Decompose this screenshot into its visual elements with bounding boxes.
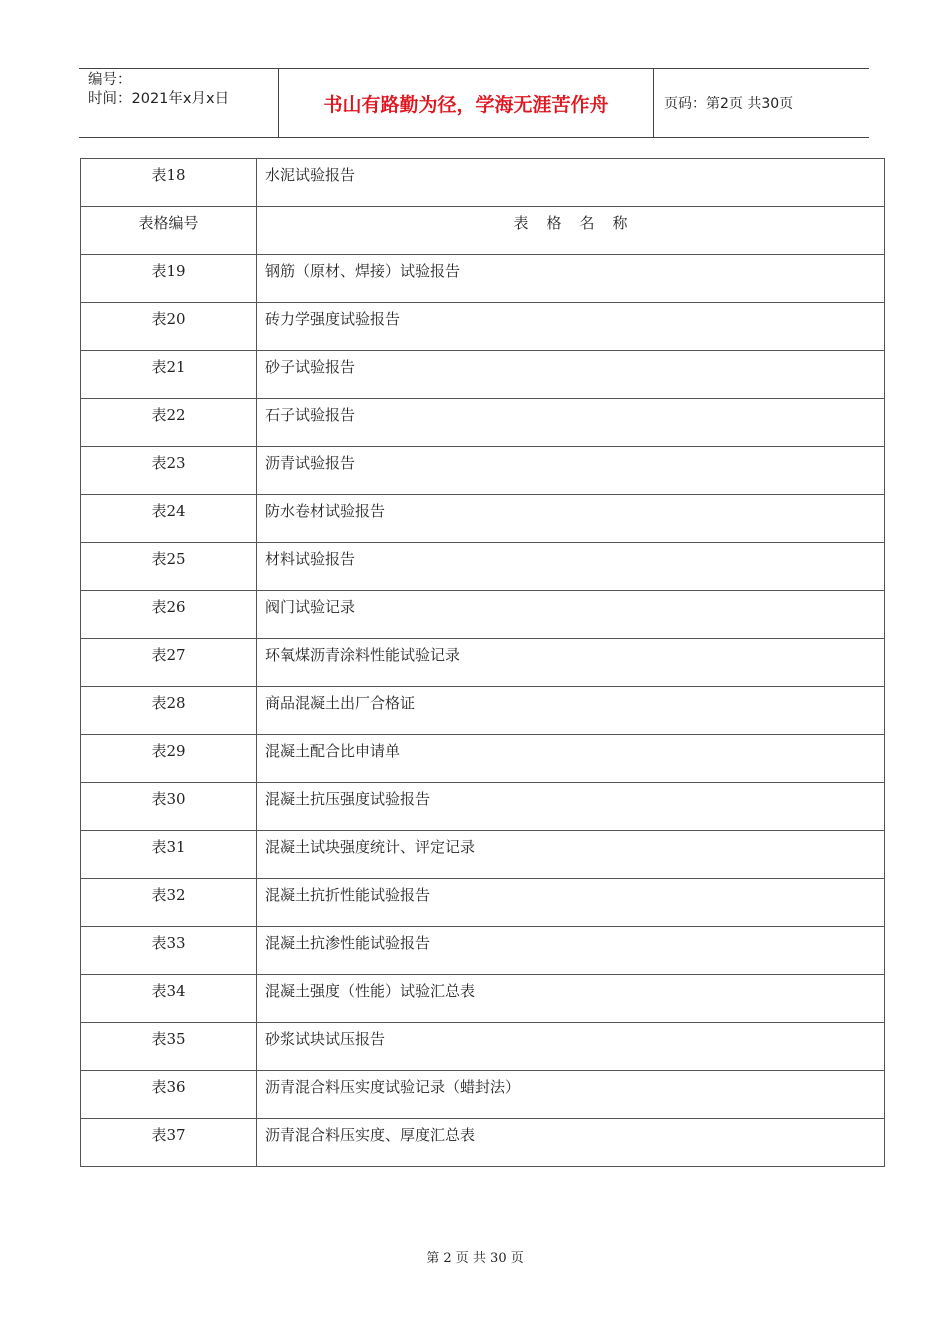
form-name-cell: 混凝土强度（性能）试验汇总表 [257,975,885,1023]
table-row [81,447,885,495]
form-name-cell: 水泥试验报告 [257,159,885,207]
table-row [81,879,885,927]
form-name-cell: 混凝土抗压强度试验报告 [257,783,885,831]
table-row [81,735,885,783]
form-code-cell: 表22 [81,399,257,447]
document-number-label: 编号： [88,72,132,88]
form-name-cell: 阀门试验记录 [257,591,885,639]
table-row [81,399,885,447]
form-code-cell: 表26 [81,591,257,639]
table-row [81,831,885,879]
header-motto: 书山有路勤为径，学海无涯苦作舟 [279,69,654,137]
form-code-cell: 表25 [81,543,257,591]
form-name-cell: 混凝土试块强度统计、评定记录 [257,831,885,879]
table-row [81,639,885,687]
form-name-cell: 混凝土配合比申请单 [257,735,885,783]
form-code-cell: 表23 [81,447,257,495]
document-time: 时间：2021年x月x日 [88,91,230,107]
header-page-info: 页码：第2页 共30页 [664,96,794,112]
form-code-cell: 表21 [81,351,257,399]
form-name-cell: 沥青混合料压实度、厚度汇总表 [257,1119,885,1167]
form-code-cell: 表29 [81,735,257,783]
table-row [81,303,885,351]
form-name-cell: 环氧煤沥青涂料性能试验记录 [257,639,885,687]
page-footer: 第 2 页 共 30 页 [426,1251,524,1266]
table-row [81,543,885,591]
form-code-cell: 表32 [81,879,257,927]
form-code-cell: 表18 [81,159,257,207]
header-meta [79,69,279,137]
form-code-cell: 表34 [81,975,257,1023]
table-row [81,591,885,639]
form-name-cell: 砂子试验报告 [257,351,885,399]
form-name-cell: 石子试验报告 [257,399,885,447]
form-code-cell: 表30 [81,783,257,831]
table-row [81,351,885,399]
form-code-cell: 表28 [81,687,257,735]
form-code-cell: 表24 [81,495,257,543]
form-code-cell: 表31 [81,831,257,879]
table-row [81,783,885,831]
column-header-name: 表格名称 [257,207,885,255]
table-row [81,255,885,303]
form-name-cell: 混凝土抗渗性能试验报告 [257,927,885,975]
table-row [81,495,885,543]
table-row [81,1023,885,1071]
table-row [81,927,885,975]
form-name-cell: 材料试验报告 [257,543,885,591]
page-header [79,68,869,138]
form-index-table-body [81,159,885,1167]
table-row [81,159,885,207]
form-code-cell: 表37 [81,1119,257,1167]
form-code-cell: 表33 [81,927,257,975]
column-header-code: 表格编号 [81,207,257,255]
form-name-cell: 砖力学强度试验报告 [257,303,885,351]
table-row [81,975,885,1023]
form-name-cell: 防水卷材试验报告 [257,495,885,543]
table-row [81,687,885,735]
form-code-cell: 表19 [81,255,257,303]
form-name-cell: 沥青试验报告 [257,447,885,495]
form-code-cell: 表20 [81,303,257,351]
table-header-row [81,207,885,255]
form-code-cell: 表36 [81,1071,257,1119]
form-name-cell: 沥青混合料压实度试验记录（蜡封法） [257,1071,885,1119]
table-row [81,1071,885,1119]
form-index-table [80,158,885,1167]
form-code-cell: 表35 [81,1023,257,1071]
form-name-cell: 混凝土抗折性能试验报告 [257,879,885,927]
form-name-cell: 钢筋（原材、焊接）试验报告 [257,255,885,303]
form-name-cell: 商品混凝土出厂合格证 [257,687,885,735]
form-code-cell: 表27 [81,639,257,687]
form-name-cell: 砂浆试块试压报告 [257,1023,885,1071]
table-row [81,1119,885,1167]
